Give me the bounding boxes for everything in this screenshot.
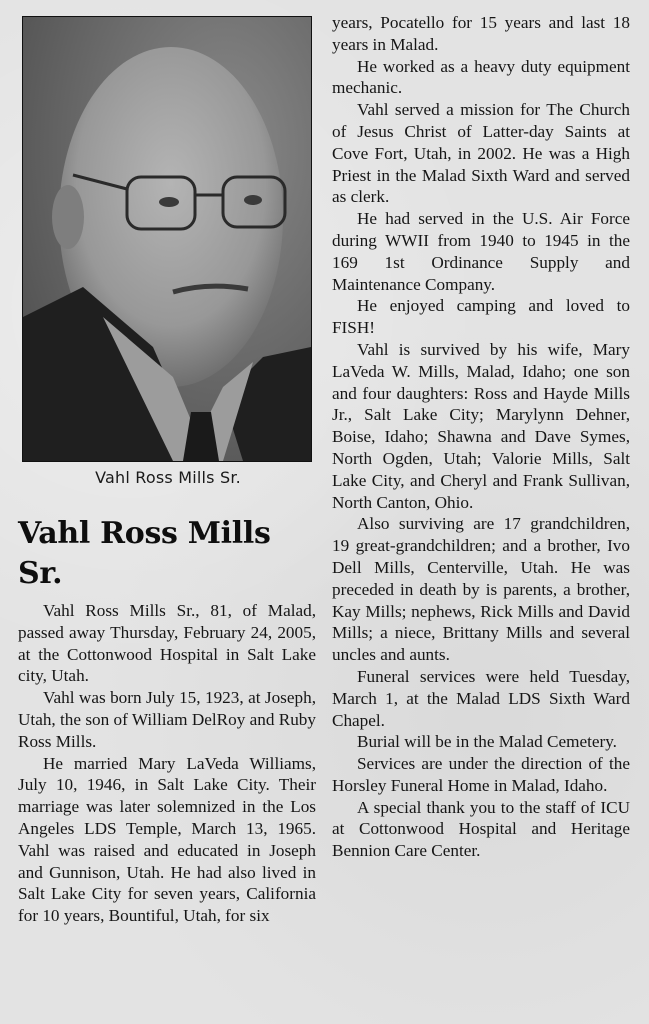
paragraph: Also surviving are 17 grandchildren, 19 great-grandchildren; and a brother, Ivo Dell Mills, Centerville, Utah. He was preceded in death by is parents, a brother, Kay Mills; nephews, Rick Mills and David Mills; a niece, Brittany Mills and several uncles and aunts. [332, 514, 630, 665]
paragraph: Burial will be in the Malad Cemetery. [357, 732, 617, 752]
photo-caption: Vahl Ross Mills Sr. [95, 468, 241, 487]
portrait-photo [22, 16, 312, 462]
paragraph: He enjoyed camping and loved to FISH! [332, 296, 630, 338]
article-body-left [18, 600, 316, 927]
paragraph: He married Mary LaVeda Williams, July 10, 1946, in Salt Lake City. Their marriage was later solemnized in the Los Angeles LDS Temple, March 13, 1965. Vahl was raised and educated in Joseph and Gunnison, Utah. He had also lived in Salt Lake City for seven years, California for 10 years, Bountiful, Utah, for six [18, 753, 316, 926]
paragraph-continuation: years, Pocatello for 15 years and last 18 years in Malad. [332, 13, 630, 54]
paragraph: He worked as a heavy duty equipment mechanic. [332, 56, 630, 98]
paragraph: Vahl Ross Mills Sr., 81, of Malad, passed away Thursday, February 24, 2005, at the Cottonwood Hospital in Salt Lake city, Utah. [18, 601, 316, 686]
paragraph: Funeral services were held Tuesday, March 1, at the Malad LDS Sixth Ward Chapel. [332, 666, 630, 730]
portrait-image [23, 17, 311, 461]
paragraph: Vahl was born July 15, 1923, at Joseph, Utah, the son of William DelRoy and Ruby Ross Mills. [18, 688, 316, 751]
right-column [332, 0, 632, 1024]
headline: Vahl Ross Mills Sr. [18, 516, 271, 591]
left-column [18, 0, 318, 1024]
paragraph: Vahl is survived by his wife, Mary LaVeda W. Mills, Malad, Idaho; one son and four daughters: Ross and Hayde Mills Jr., Salt Lake City; Marylynn Dehner, Boise, Idaho; Shawna and Dave Symes, North Ogden, Utah; Valorie Mills, Salt Lake City, and Cheryl and Frank Sullivan, North Canton, Ohio. [332, 339, 630, 512]
paragraph: Services are under the direction of the Horsley Funeral Home in Malad, Idaho. [332, 754, 630, 795]
paragraph: He had served in the U.S. Air Force during WWII from 1940 to 1945 in the 169 1st Ordinance Supply and Maintenance Company. [332, 209, 630, 294]
article-body-right [332, 12, 630, 862]
paragraph: A special thank you to the staff of ICU at Cottonwood Hospital and Heritage Bennion Care Center. [332, 797, 630, 861]
paragraph: Vahl served a mission for The Church of Jesus Christ of Latter-day Saints at Cove Fort, Utah, in 2002. He was a High Priest in the Malad Sixth Ward and served as clerk. [332, 100, 630, 207]
